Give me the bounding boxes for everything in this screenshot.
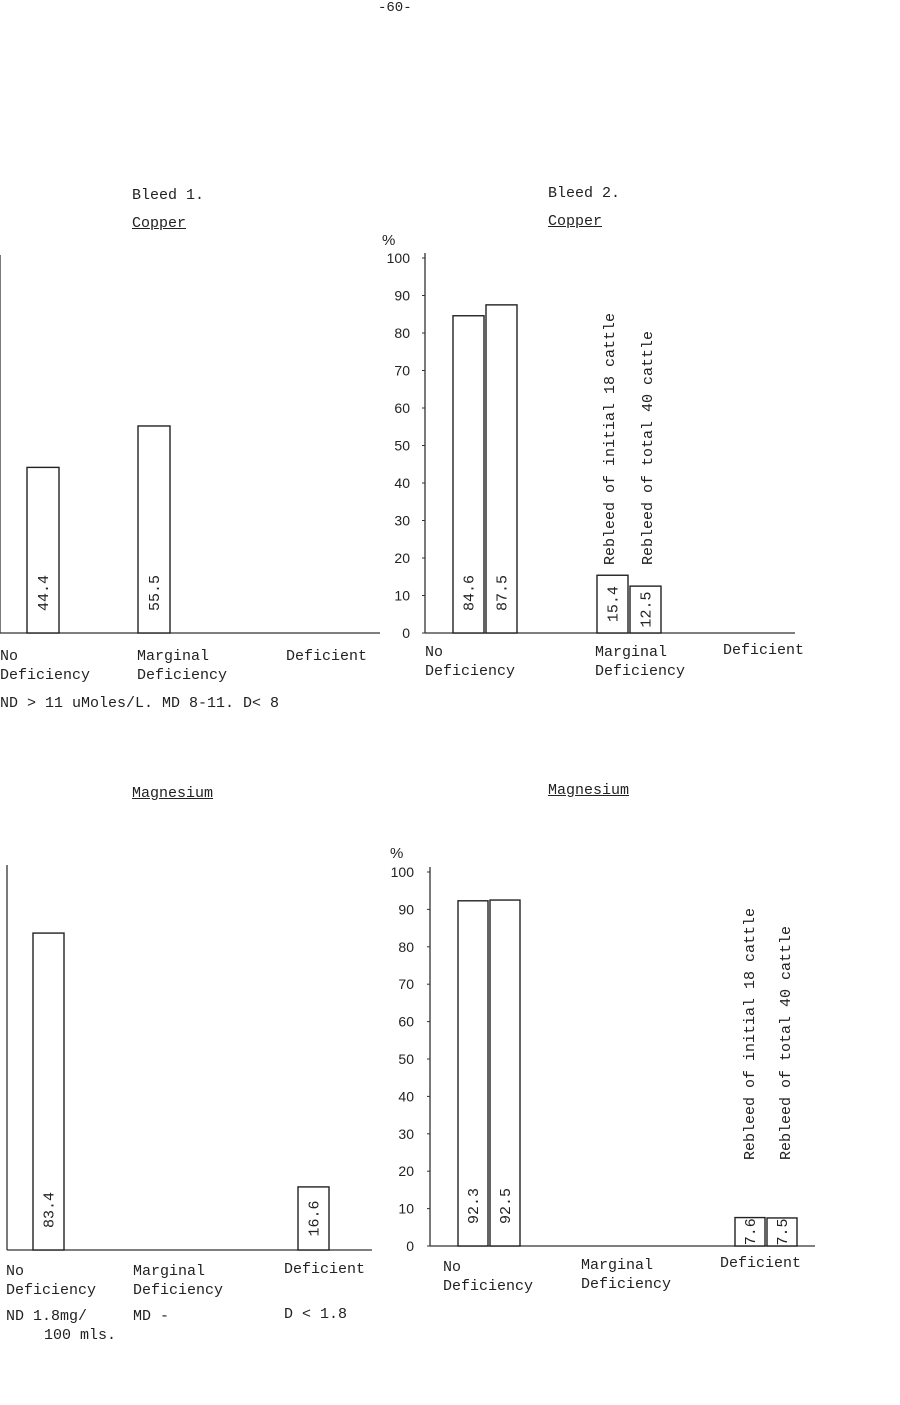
bleed2-copper-title: Copper	[548, 213, 603, 230]
chart4-tick-30: 30	[398, 1125, 414, 1142]
c2-cat-1: Marginal Deficiency	[595, 644, 686, 680]
chart4-tick-80: 80	[398, 938, 414, 955]
m2-cat-1: Marginal Deficiency	[581, 1257, 672, 1293]
chart4-tick-0: 0	[406, 1238, 414, 1254]
bleed2-magnesium-title: Magnesium	[548, 782, 630, 799]
m2-cat-2: Deficient	[720, 1255, 802, 1272]
chart2-legend-1: Rebleed of total 40 cattle	[640, 330, 657, 565]
m1-cat-1: Marginal Deficiency	[133, 1263, 224, 1299]
chart2-tick-20: 20	[394, 550, 410, 566]
chart4-tick-20: 20	[398, 1163, 414, 1180]
chart2-value-label-0-1: 87.5	[494, 574, 512, 612]
copper2-y-unit: %	[382, 232, 396, 249]
chart2-legend-0: Rebleed of initial 18 cattle	[602, 312, 619, 565]
copper-footnote: ND > 11 uMoles/L. MD 8-11. D< 8	[0, 695, 280, 712]
chart2-value-label-1-0: 15.4	[605, 586, 623, 623]
chart4-value-label-2-1: 7.5	[775, 1218, 792, 1246]
chart2-tick-50: 50	[394, 437, 410, 454]
chart4-legend-0: Rebleed of initial 18 cattle	[742, 907, 759, 1160]
c2-cat-2: Deficient	[723, 642, 805, 659]
chart4-tick-70: 70	[398, 976, 414, 993]
m2-cat-0: No Deficiency	[443, 1259, 534, 1295]
bleed2-title: Bleed 2.	[548, 185, 621, 202]
chart2-tick-70: 70	[394, 362, 410, 379]
chart4-tick-50: 50	[398, 1051, 414, 1067]
magnesium-footnote-nd: ND 1.8mg/	[6, 1308, 88, 1325]
chart4-tick-60: 60	[398, 1013, 414, 1030]
magnesium-footnote-d: D < 1.8	[284, 1306, 348, 1323]
chart2-tick-60: 60	[394, 400, 410, 416]
c1-cat-1: Marginal Deficiency	[137, 648, 228, 684]
chart2-tick-100: 100	[386, 250, 410, 266]
magnesium2-y-unit: %	[390, 845, 404, 862]
bleed1-copper-title: Copper	[132, 215, 187, 232]
chart4-value-label-2-0: 7.6	[743, 1218, 760, 1246]
magnesium-footnote-md: MD -	[133, 1308, 170, 1325]
bleed1-magnesium-title: Magnesium	[132, 785, 214, 802]
chart2-tick-0: 0	[402, 625, 410, 641]
chart1-value-label-0-0: 44.4	[36, 574, 53, 612]
chart2-value-label-0-0: 84.6	[461, 574, 479, 612]
chart4-tick-100: 100	[390, 864, 414, 880]
chart2-tick-30: 30	[394, 512, 410, 529]
chart4-value-label-0-0: 92.3	[466, 1187, 483, 1225]
c1-cat-0: No Deficiency	[0, 648, 91, 684]
chart2-tick-10: 10	[394, 587, 410, 604]
chart2-tick-90: 90	[394, 287, 410, 304]
m1-cat-0: No Deficiency	[6, 1263, 97, 1299]
chart4-tick-40: 40	[398, 1088, 414, 1105]
page-number: -60-	[378, 0, 412, 16]
chart4-legend-1: Rebleed of total 40 cattle	[778, 925, 795, 1160]
c2-cat-0: No Deficiency	[425, 644, 516, 680]
c1-cat-deficient: Deficient	[286, 648, 368, 665]
chart4-tick-90: 90	[398, 901, 414, 918]
chart2-tick-80: 80	[394, 325, 410, 341]
m1-cat-2: Deficient	[284, 1261, 366, 1278]
chart2-tick-40: 40	[394, 475, 410, 491]
chart2-value-label-1-1: 12.5	[638, 591, 656, 628]
chart4-tick-10: 10	[398, 1200, 414, 1217]
chart4-value-label-0-1: 92.5	[498, 1187, 515, 1225]
bleed1-title: Bleed 1.	[132, 187, 205, 204]
magnesium-footnote-nd2: 100 mls.	[44, 1327, 117, 1344]
chart3-value-label-0-0: 83.4	[41, 1191, 59, 1229]
chart3-value-label-2-0: 16.6	[306, 1200, 324, 1237]
chart1-value-label-1-0: 55.5	[147, 574, 164, 612]
